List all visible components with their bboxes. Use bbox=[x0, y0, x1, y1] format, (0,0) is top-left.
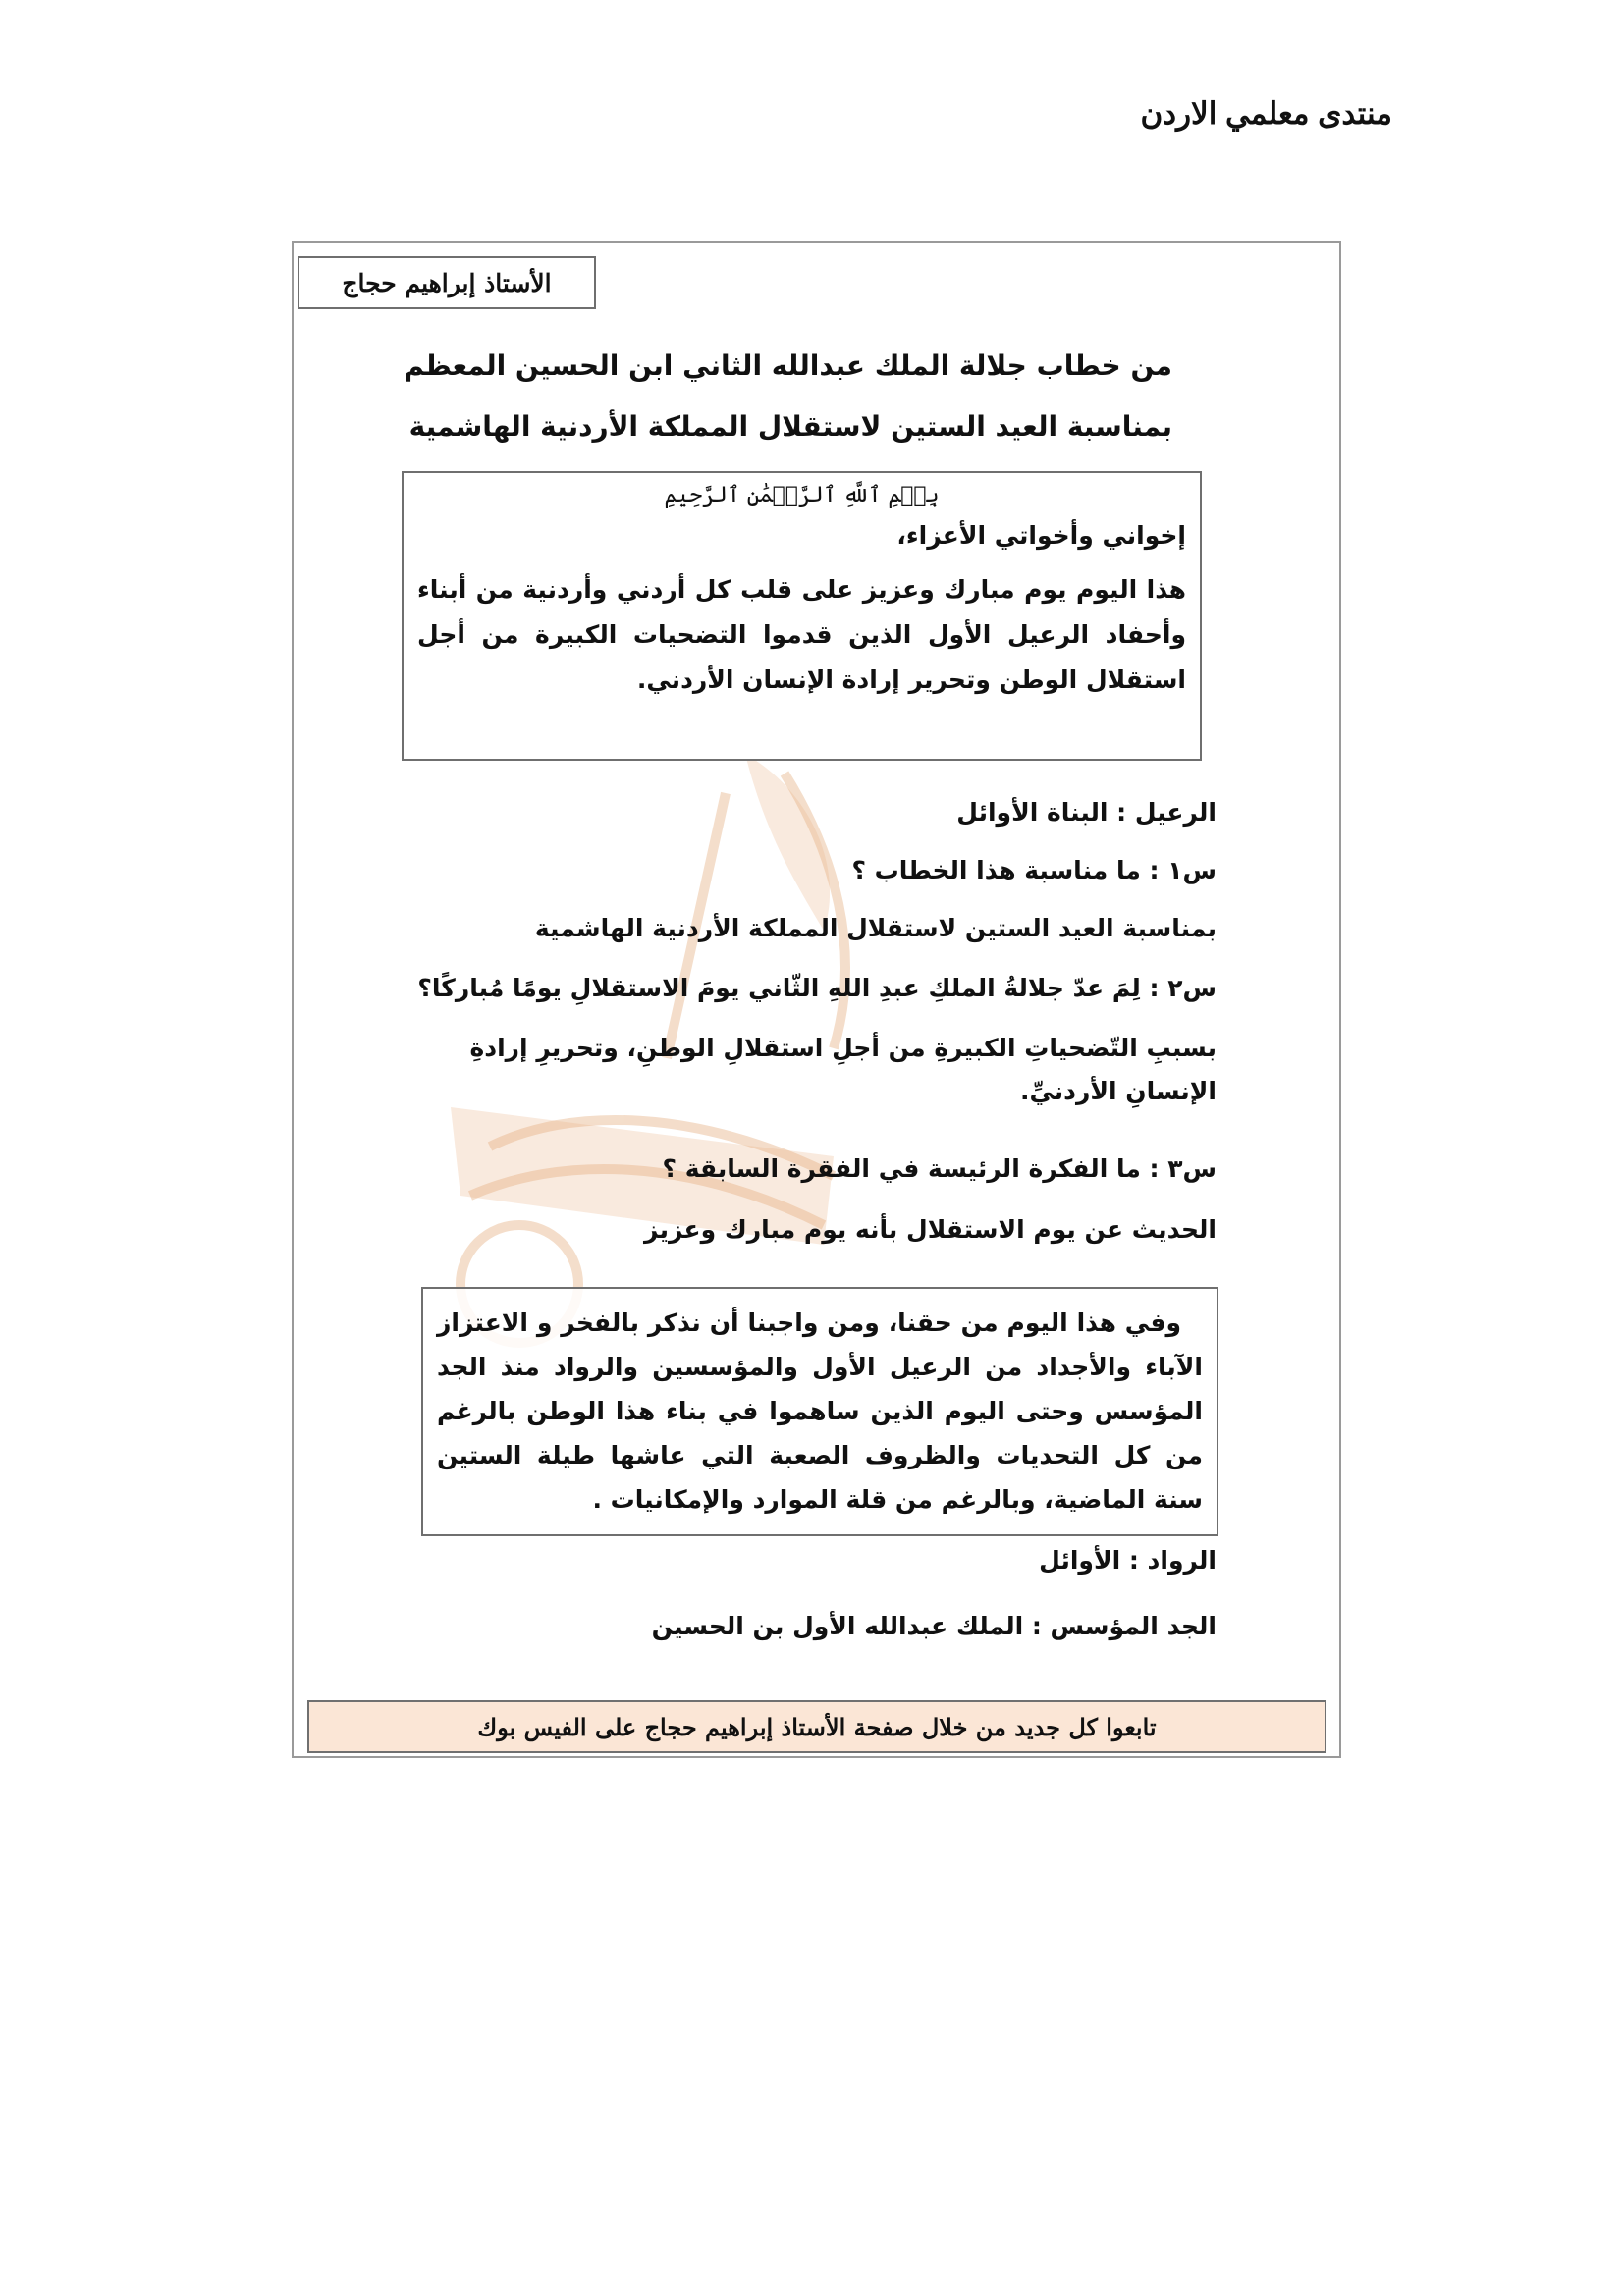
site-header: منتدى معلمي الاردن bbox=[1140, 96, 1392, 131]
answer-2: بسببِ التّضحياتِ الكبيرةِ من أجلِ استقلالِ الوطنِ، وتحريرِ إرادةِ الإنسانِ الأردنيِّ. bbox=[469, 1034, 1217, 1105]
footer-text: تابعوا كل جديد من خلال صفحة الأستاذ إبراهيم حجاج على الفيس بوك bbox=[477, 1712, 1157, 1741]
speech-paragraph: هذا اليوم يوم مبارك وعزيز على قلب كل أردني وأردنية من أبناء وأحفاد الرعيل الأول الذين قدموا التضحيات الكبيرة من أجل استقلال الوطن وتحرير إرادة الإنسان الأردني. bbox=[417, 575, 1186, 694]
answer-1: بمناسبة العيد الستين لاستقلال المملكة الأردنية الهاشمية bbox=[534, 914, 1217, 942]
vocab-item: الجد المؤسس : الملك عبدالله الأول بن الحسين bbox=[651, 1612, 1217, 1640]
speech-greeting: إخواني وأخواتي الأعزاء، bbox=[896, 521, 1186, 550]
document-title-line1: من خطاب جلالة الملك عبدالله الثاني ابن الحسين المعظم bbox=[404, 349, 1172, 382]
author-box bbox=[298, 256, 596, 309]
vocab-item: الرواد : الأوائل bbox=[1039, 1546, 1217, 1575]
author-name: الأستاذ إبراهيم حجاج bbox=[342, 268, 552, 297]
vocab-item: الرعيل : البناة الأوائل bbox=[956, 798, 1217, 827]
speech-paragraph-2: وفي هذا اليوم من حقنا، ومن واجبنا أن نذكر بالفخر و الاعتزاز الآباء والأجداد من الرعيل الأول والمؤسسين والرواد منذ الجد المؤسس وحتى اليوم الذين ساهموا في بناء هذا الوطن بالرغم من كل التحديات والظروف الصعبة التي عاشها طيلة الستين سنة الماضية، وبالرغم من قلة الموارد والإمكانيات . bbox=[437, 1308, 1203, 1514]
speech-paragraph-box bbox=[421, 1287, 1218, 1536]
basmala: بِسۡمِ ٱللَّهِ ٱلرَّحۡمَٰنِ ٱلرَّحِيمِ bbox=[664, 483, 940, 507]
worksheet bbox=[292, 241, 1341, 1758]
answer-3: الحديث عن يوم الاستقلال بأنه يوم مبارك وعزيز bbox=[644, 1215, 1217, 1244]
document-title-line2: بمناسبة العيد الستين لاستقلال المملكة الأردنية الهاشمية bbox=[408, 410, 1172, 443]
question-1: س١ : ما مناسبة هذا الخطاب ؟ bbox=[851, 856, 1217, 884]
question-3: س٣ : ما الفكرة الرئيسة في الفقرة السابقة ؟ bbox=[662, 1154, 1217, 1183]
footer-banner bbox=[307, 1700, 1326, 1753]
speech-quote-box bbox=[402, 471, 1202, 761]
question-2: س٢ : لِمَ عدّ جلالةُ الملكِ عبدِ اللهِ الثّاني يومَ الاستقلالِ يومًا مُباركًا؟ bbox=[417, 974, 1217, 1002]
